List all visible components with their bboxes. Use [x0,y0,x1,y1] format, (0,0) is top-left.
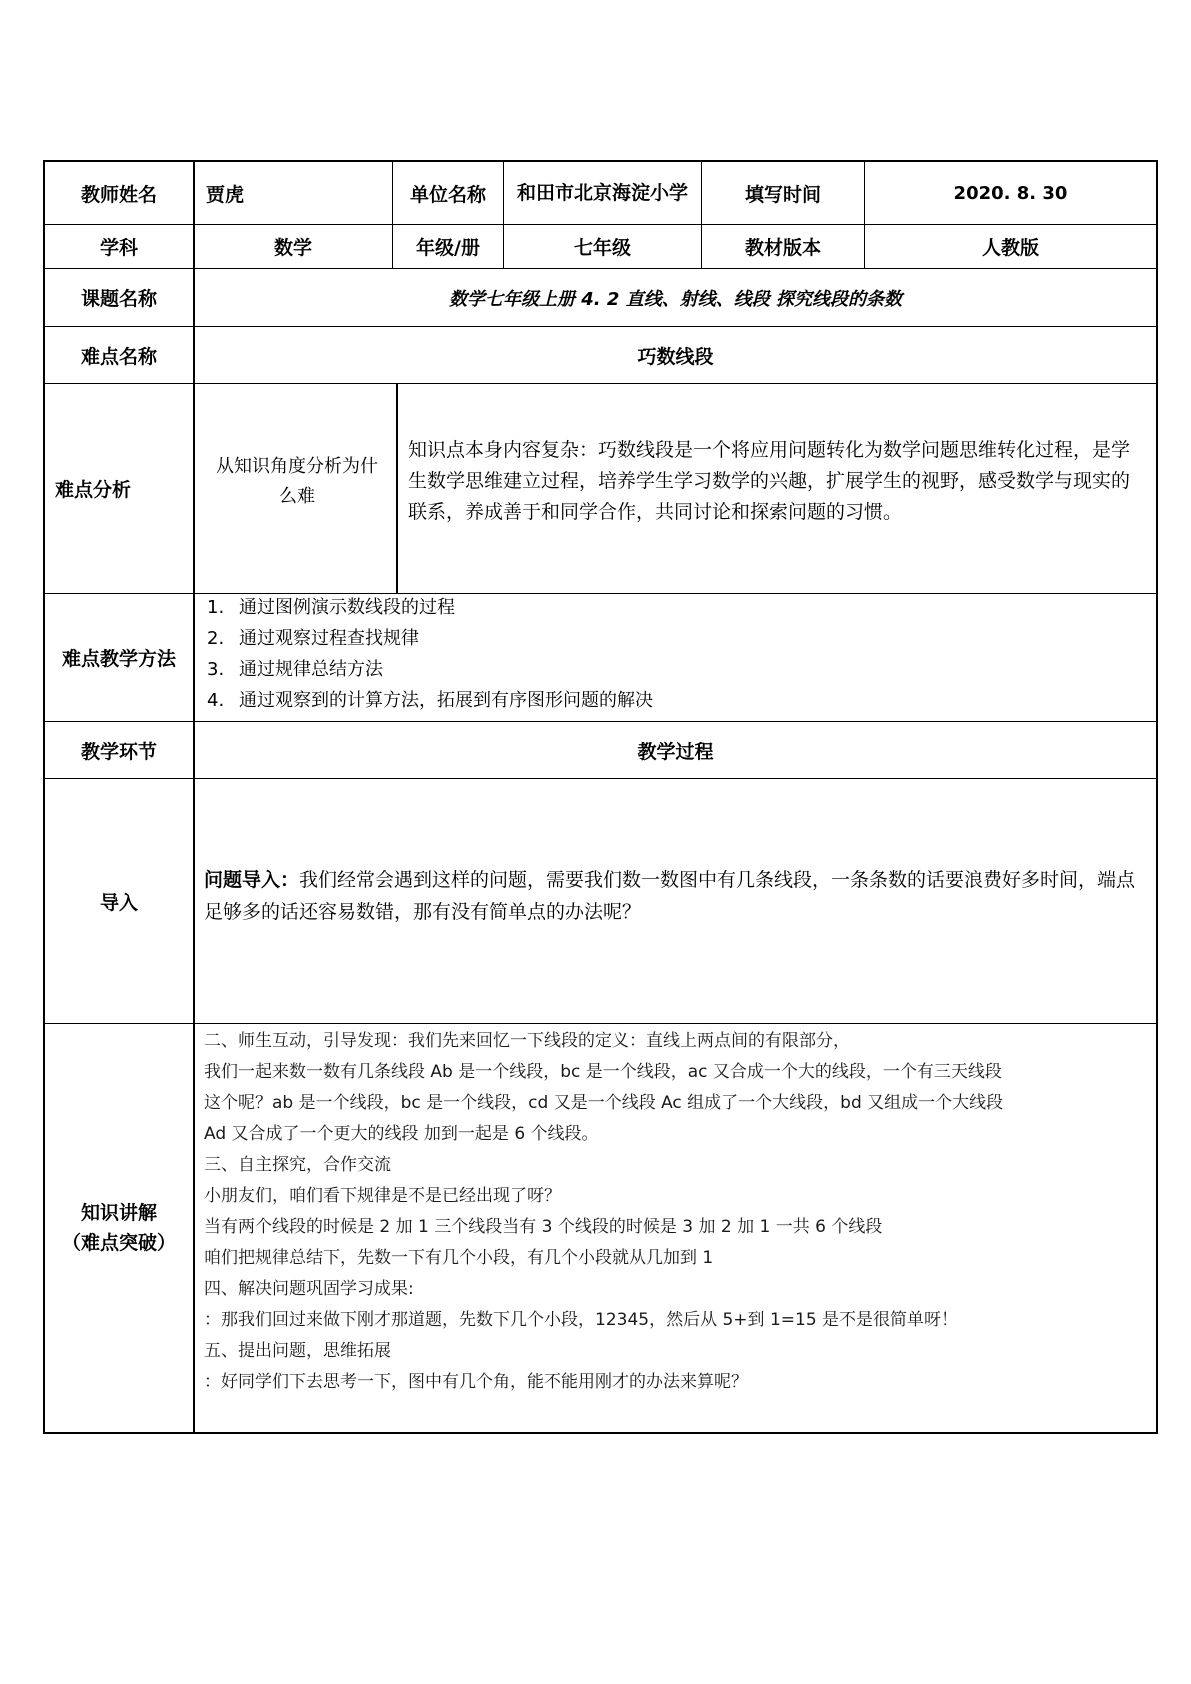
intro-body: 我们经常会遇到这样的问题，需要我们数一数图中有几条线段，一条条数的话要浪费好多时间，端点足够多的话还容易数错，那有没有简单点的办法呢？ [204,869,1136,923]
grade-value: 七年级 [573,237,631,259]
knowledge-line: 当有两个线段的时候是 2 加 1 三个线段当有 3 个线段的时候是 3 加 2 加 1 一共 6 个线段 [204,1217,883,1237]
knowledge-line: 这个呢？ab 是一个线段，bc 是一个线段，cd 又是一个线段 Ac 组成了一个大线段，bd 又组成一个大线段 [204,1093,1004,1113]
knowledge-line: 三、自主探究，合作交流 [204,1155,391,1175]
knowledge-line: 五、提出问题，思维拓展 [204,1341,391,1361]
edition-value: 人教版 [981,237,1039,259]
grade-label: 年级/册 [416,237,480,259]
teacher-label: 教师姓名 [80,183,157,206]
knowledge-line: 二、师生互动，引导发现：我们先来回忆一下线段的定义：直线上两点间的有限部分， [204,1031,850,1051]
unit-name: 和田市北京海淀小学 [516,182,688,204]
row-divider [43,1023,1158,1024]
method-item: 2. 通过观察过程查找规律 [207,628,419,649]
knowledge-line: 四、解决问题巩固学习成果: [204,1279,414,1299]
process-stage-label: 教学环节 [80,740,157,763]
knowledge-line: 我们一起来数一数有几条线段 Ab 是一个线段，bc 是一个线段，ac 又合成一个大的线段，一个有三天线段 [204,1062,1002,1082]
knowledge-line: Ad 又合成了一个更大的线段 加到一起是 6 个线段。 [204,1124,599,1144]
knowledge-line: 咱们把规律总结下，先数一下有几个小段，有几个小段就从几加到 1 [204,1248,714,1268]
method-item: 4. 通过观察到的计算方法，拓展到有序图形问题的解决 [207,690,653,711]
difficulty-label: 难点名称 [80,345,157,368]
topic-title: 数学七年级上册 4. 2 直线、射线、线段 探究线段的条数 [449,288,902,310]
knowledge-label [45,1024,193,1432]
intro-text [204,779,1149,1023]
knowledge-line: 小朋友们，咱们看下规律是不是已经出现了呀？ [204,1186,561,1206]
time-label: 填写时间 [744,183,821,206]
intro-lead: 问题导入： [204,869,300,891]
topic-label: 课题名称 [80,288,157,310]
unit-label: 单位名称 [409,183,486,206]
subject-label: 学科 [99,237,138,259]
methods-label: 难点教学方法 [61,648,176,670]
knowledge-line: ：好同学们下去思考一下，图中有几个角，能不能用刚才的办法来算呢？ [204,1372,748,1392]
teacher-name: 贾虎 [206,183,245,206]
knowledge-label-line1: 知识讲解 [80,1202,157,1224]
analysis-text: 知识点本身内容复杂：巧数线段是一个将应用问题转化为数学问题思维转化过程，是学生数学思维建立过程，培养学生学习数学的兴趣，扩展学生的视野，感受数学与现实的联系，养成善于和同学合作，共同讨论和探索问题的习惯。 [408,439,1131,523]
edition-label: 教材版本 [744,237,821,259]
subject-value: 数学 [273,237,312,259]
intro-label: 导入 [99,891,138,914]
table-border-bottom [43,1432,1158,1434]
knowledge-line: ：那我们回过来做下刚才那道题，先数下几个小段，12345，然后从 5+到 1=15 是不是很简单呀！ [204,1310,959,1330]
method-item: 1. 通过图例演示数线段的过程 [207,597,455,618]
table-border-right [1156,160,1158,1434]
knowledge-label-line2: （难点突破） [61,1232,176,1254]
analysis-sublabel: 从知识角度分析为什么难 [216,455,378,507]
fill-date: 2020. 8. 30 [953,182,1068,204]
method-item: 3. 通过规律总结方法 [207,659,383,680]
difficulty-name: 巧数线段 [637,345,714,368]
process-header: 教学过程 [637,740,714,763]
analysis-label: 难点分析 [55,479,132,501]
